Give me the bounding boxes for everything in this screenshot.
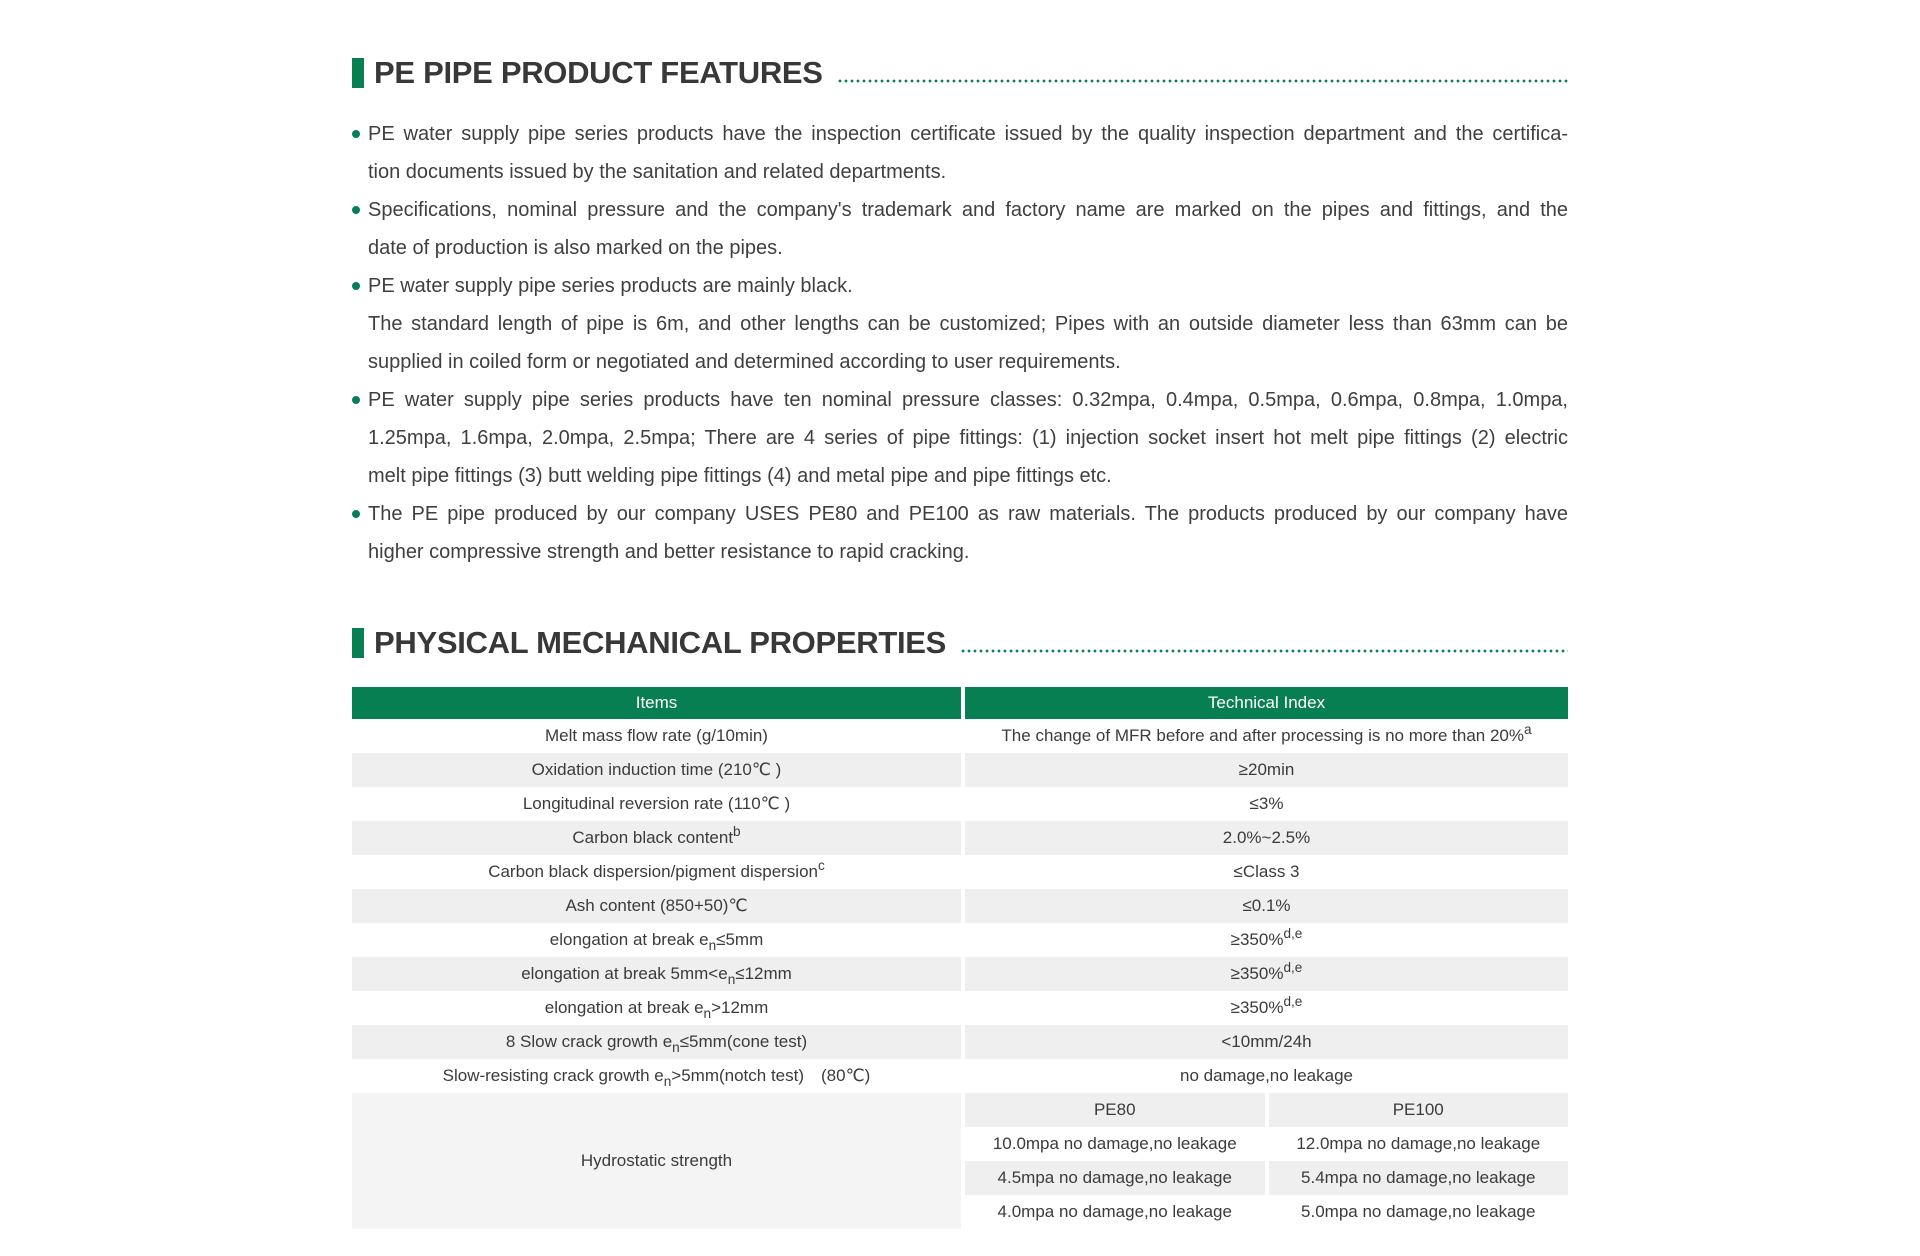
hydrostatic-column-label: PE80 xyxy=(965,1093,1265,1127)
hydrostatic-value-cell: 4.5mpa no damage,no leakage xyxy=(965,1161,1265,1195)
value-cell: ≥350%$^{d,e}$ xyxy=(1230,994,1303,1017)
table-header-technical-index: Technical Index xyxy=(965,687,1568,719)
value-cell: The change of MFR before and after processing is no more than 20%$^a$ xyxy=(1001,722,1532,745)
feature-text-line: The standard length of pipe is 6m, and other lengths can be customized; Pipes with an outside diameter less than 63mm can be xyxy=(368,313,1568,335)
item-cell: 8 Slow crack growth $e_n\le 5mm(cone$ test) xyxy=(352,1025,961,1059)
page-content xyxy=(352,55,1568,1229)
value-cell: 2.0%~2.5% xyxy=(965,821,1568,855)
hydrostatic-column-label: PE100 xyxy=(1269,1093,1569,1127)
feature-text-line: melt pipe fittings (3) butt welding pipe fittings (4) and metal pipe and pipe fittings etc. xyxy=(368,465,1112,487)
feature-bullet xyxy=(352,267,1568,381)
properties-heading xyxy=(352,625,1568,661)
green-bar-icon xyxy=(352,628,364,658)
hydrostatic-value-row xyxy=(965,1127,1568,1161)
table-body xyxy=(352,719,1568,1229)
feature-text-line: tion documents issued by the sanitation and related departments. xyxy=(368,161,947,183)
item-cell: Longitudinal reversion rate (110℃ ) xyxy=(522,794,791,813)
section-properties xyxy=(352,625,1568,1229)
bullet-dot-icon xyxy=(352,510,360,518)
value-cell: ≤Class 3 xyxy=(1233,862,1300,881)
item-cell: Carbon black content$^b$ xyxy=(352,821,961,855)
value-cell: ≥350%$^{d,e}$ xyxy=(965,957,1568,991)
feature-text-line: date of production is also marked on the pipes. xyxy=(368,237,783,259)
hydrostatic-value-cell: 4.0mpa no damage,no leakage xyxy=(997,1202,1232,1221)
feature-bullet xyxy=(352,115,1568,191)
value-cell: <10mm/24h xyxy=(965,1025,1568,1059)
properties-table xyxy=(352,687,1568,1229)
item-cell: elongation at break $e_n>12mm$ xyxy=(544,998,769,1021)
table-row xyxy=(352,753,1568,787)
dotted-rule-icon xyxy=(837,79,1568,83)
feature-bullet xyxy=(352,495,1568,571)
item-cell: Ash content (850+50)℃ xyxy=(352,889,961,923)
hydrostatic-value-cell: 10.0mpa no damage,no leakage xyxy=(992,1134,1237,1153)
hydrostatic-value-cell: 5.0mpa no damage,no leakage xyxy=(1301,1202,1536,1221)
table-header-items: Items xyxy=(352,687,961,719)
feature-text-line: 1.25mpa, 1.6mpa, 2.0mpa, 2.5mpa; There are 4 series of pipe fittings: (1) injection socket insert hot melt pipe fittings (2) electric xyxy=(368,427,1568,449)
feature-bullet xyxy=(352,191,1568,267)
feature-text-line: supplied in coiled form or negotiated and determined according to user requirements. xyxy=(368,351,1121,373)
table-row xyxy=(352,957,1568,991)
feature-text-line: The PE pipe produced by our company USES PE80 and PE100 as raw materials. The products produced by our company have xyxy=(368,503,1568,525)
hydrostatic-item-cell: Hydrostatic strength xyxy=(352,1093,961,1229)
table-row xyxy=(352,821,1568,855)
features-list xyxy=(352,115,1568,571)
hydrostatic-row xyxy=(352,1093,1568,1229)
value-cell: ≤3% xyxy=(1249,794,1284,813)
value-cell: ≥20min xyxy=(965,753,1568,787)
feature-text-line: higher compressive strength and better resistance to rapid cracking. xyxy=(368,541,970,563)
item-cell: Melt mass flow rate (g/10min) xyxy=(545,726,768,745)
feature-text-line: PE water supply pipe series products are mainly black. xyxy=(368,275,853,297)
features-title: PE PIPE PRODUCT FEATURES xyxy=(374,55,823,90)
value-cell: no damage,no leakage xyxy=(1180,1066,1353,1085)
table-row xyxy=(352,787,1568,821)
bullet-dot-icon xyxy=(352,130,360,138)
value-cell: ≤0.1% xyxy=(965,889,1568,923)
dotted-rule-icon xyxy=(960,649,1568,653)
hydrostatic-value-cell: 12.0mpa no damage,no leakage xyxy=(1296,1134,1541,1153)
item-cell: Carbon black dispersion/pigment dispersion$^c$ xyxy=(488,858,825,881)
table-row xyxy=(352,889,1568,923)
hydrostatic-value-row xyxy=(965,1195,1568,1229)
feature-text-line: PE water supply pipe series products have ten nominal pressure classes: 0.32mpa, 0.4mpa, 0.5mpa, 0.6mpa, 0.8mpa, 1.0mpa, xyxy=(368,389,1568,411)
table-header-row xyxy=(352,687,1568,719)
feature-text-line: Specifications, nominal pressure and the company's trademark and factory name are marked on the pipes and fittings, and the xyxy=(368,199,1568,221)
item-cell: Oxidation induction time (210℃ ) xyxy=(352,753,961,787)
value-cell: ≥350%$^{d,e}$ xyxy=(1230,926,1303,949)
bullet-dot-icon xyxy=(352,396,360,404)
table-row xyxy=(352,719,1568,753)
feature-bullet xyxy=(352,381,1568,495)
bullet-dot-icon xyxy=(352,282,360,290)
table-row xyxy=(352,1025,1568,1059)
features-heading xyxy=(352,55,1568,91)
hydrostatic-subrows xyxy=(965,1093,1568,1229)
table-row xyxy=(352,923,1568,957)
item-cell: elongation at break $5mm<e_n\le 12mm$ xyxy=(352,957,961,991)
item-cell: elongation at break $e_n\le 5mm$ xyxy=(549,930,764,953)
hydrostatic-value-cell: 5.4mpa no damage,no leakage xyxy=(1269,1161,1569,1195)
feature-text-line: PE water supply pipe series products have the inspection certificate issued by the quality inspection department and the certifica- xyxy=(368,123,1568,145)
table-row xyxy=(352,991,1568,1025)
item-cell: Slow-resisting crack growth $e_n>5mm(notch$ test) (80℃) xyxy=(442,1066,871,1089)
bullet-dot-icon xyxy=(352,206,360,214)
table-row xyxy=(352,855,1568,889)
green-bar-icon xyxy=(352,58,364,88)
hydrostatic-column-header-row xyxy=(965,1093,1568,1127)
table-row xyxy=(352,1059,1568,1093)
section-features xyxy=(352,55,1568,571)
hydrostatic-value-row xyxy=(965,1161,1568,1195)
properties-title: PHYSICAL MECHANICAL PROPERTIES xyxy=(374,625,947,660)
